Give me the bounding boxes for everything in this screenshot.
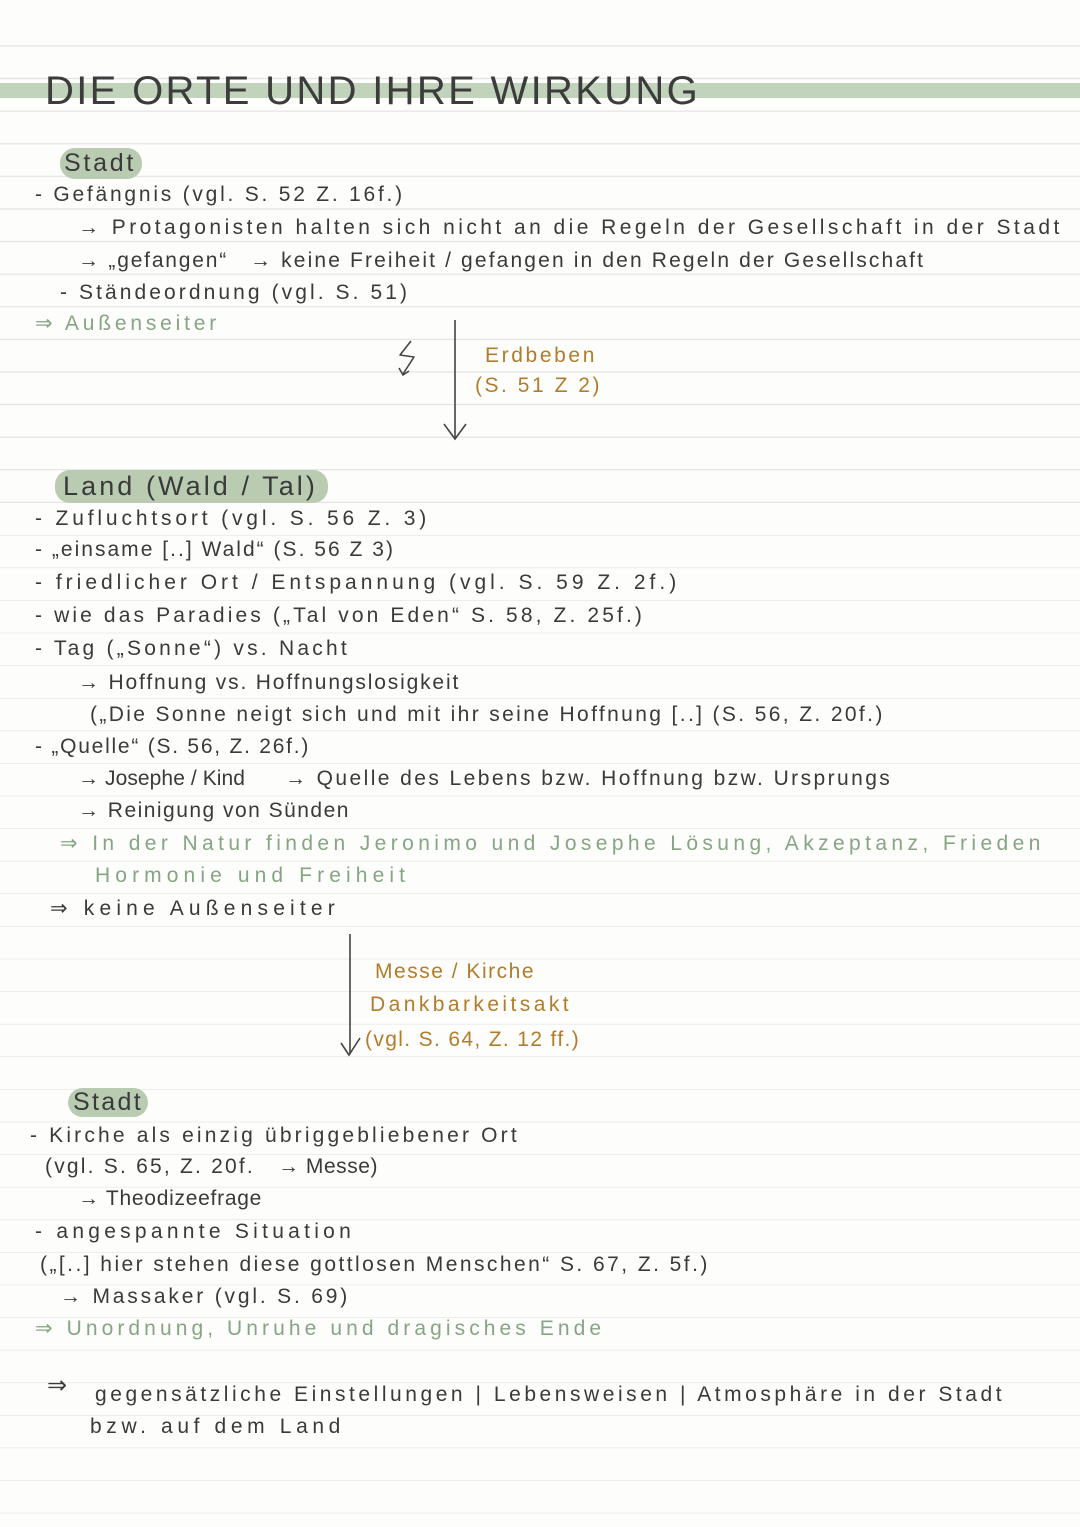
transition-label: Erdbeben <box>485 344 598 367</box>
note-line: - wie das Paradies („Tal von Eden“ S. 58, Z. 25f.) <box>35 604 646 627</box>
conclusion-line: ⇒ Unordnung, Unruhe und dragisches Ende <box>35 1317 606 1340</box>
final-conclusion-line: gegensätzliche Einstellungen | Lebensweisen | Atmosphäre in der Stadt <box>95 1383 1006 1406</box>
transition-reference: (vgl. S. 64, Z. 12 ff.) <box>365 1028 581 1051</box>
transition-label: Messe / Kirche <box>375 960 536 983</box>
note-line: → Massaker (vgl. S. 69) <box>60 1285 351 1308</box>
quote-line: („[..] hier stehen diese gottlosen Menschen“ S. 67, Z. 5f.) <box>40 1253 710 1276</box>
note-line: - Zufluchtsort (vgl. S. 56 Z. 3) <box>35 507 431 530</box>
note-line: → Messe) <box>278 1155 378 1178</box>
page-title: DIE ORTE UND IHRE WIRKUNG <box>45 69 701 113</box>
note-line: → Protagonisten halten sich nicht an die Regeln der Gesellschaft in der Stadt <box>78 216 1063 239</box>
note-line: → Josephe / Kind <box>78 767 246 790</box>
note-line: → Theodizeefrage <box>78 1187 263 1210</box>
note-line: - „einsame [..] Wald“ (S. 56 Z 3) <box>35 538 395 561</box>
note-line: → Reinigung von Sünden <box>78 799 350 822</box>
note-line: ⇒ keine Außenseiter <box>50 897 340 920</box>
final-conclusion-line: bzw. auf dem Land <box>90 1415 345 1438</box>
note-line: - Tag („Sonne“) vs. Nacht <box>35 637 350 660</box>
implication-arrow-icon: ⇒ <box>47 1372 68 1399</box>
section-heading-land: Land (Wald / Tal) <box>63 471 318 501</box>
lightning-icon <box>393 338 421 382</box>
note-line: - „Quelle“ (S. 56, Z. 26f.) <box>35 735 311 758</box>
down-arrow-icon <box>335 932 365 1062</box>
note-line: - Ständeordnung (vgl. S. 51) <box>60 281 411 304</box>
note-line: - angespannte Situation <box>35 1220 356 1243</box>
quote-line: („Die Sonne neigt sich und mit ihr seine Hoffnung [..] (S. 56, Z. 20f.) <box>90 703 885 726</box>
section-heading-stadt: Stadt <box>73 1088 144 1116</box>
conclusion-line: ⇒ In der Natur finden Jeronimo und Josephe Lösung, Akzeptanz, Frieden <box>60 832 1045 855</box>
transition-reference: (S. 51 Z 2) <box>475 374 603 397</box>
down-arrow-icon <box>440 318 470 444</box>
note-line: - friedlicher Ort / Entspannung (vgl. S. 59 Z. 2f.) <box>35 571 681 594</box>
transition-label: Dankbarkeitsakt <box>370 993 573 1016</box>
conclusion-line: ⇒ Außenseiter <box>35 312 221 335</box>
note-line: → „gefangen“ <box>78 249 229 272</box>
section-heading-stadt: Stadt <box>64 149 137 177</box>
note-line: - Kirche als einzig übriggebliebener Ort <box>30 1124 520 1147</box>
conclusion-line: Hormonie und Freiheit <box>95 864 411 887</box>
note-line: → keine Freiheit / gefangen in den Regeln der Gesellschaft <box>250 249 926 272</box>
note-line: → Quelle des Lebens bzw. Hoffnung bzw. Ursprungs <box>285 767 893 790</box>
note-line: → Hoffnung vs. Hoffnungslosigkeit <box>78 671 461 694</box>
note-line: - Gefängnis (vgl. S. 52 Z. 16f.) <box>35 183 405 206</box>
note-line: (vgl. S. 65, Z. 20f. <box>45 1155 255 1178</box>
